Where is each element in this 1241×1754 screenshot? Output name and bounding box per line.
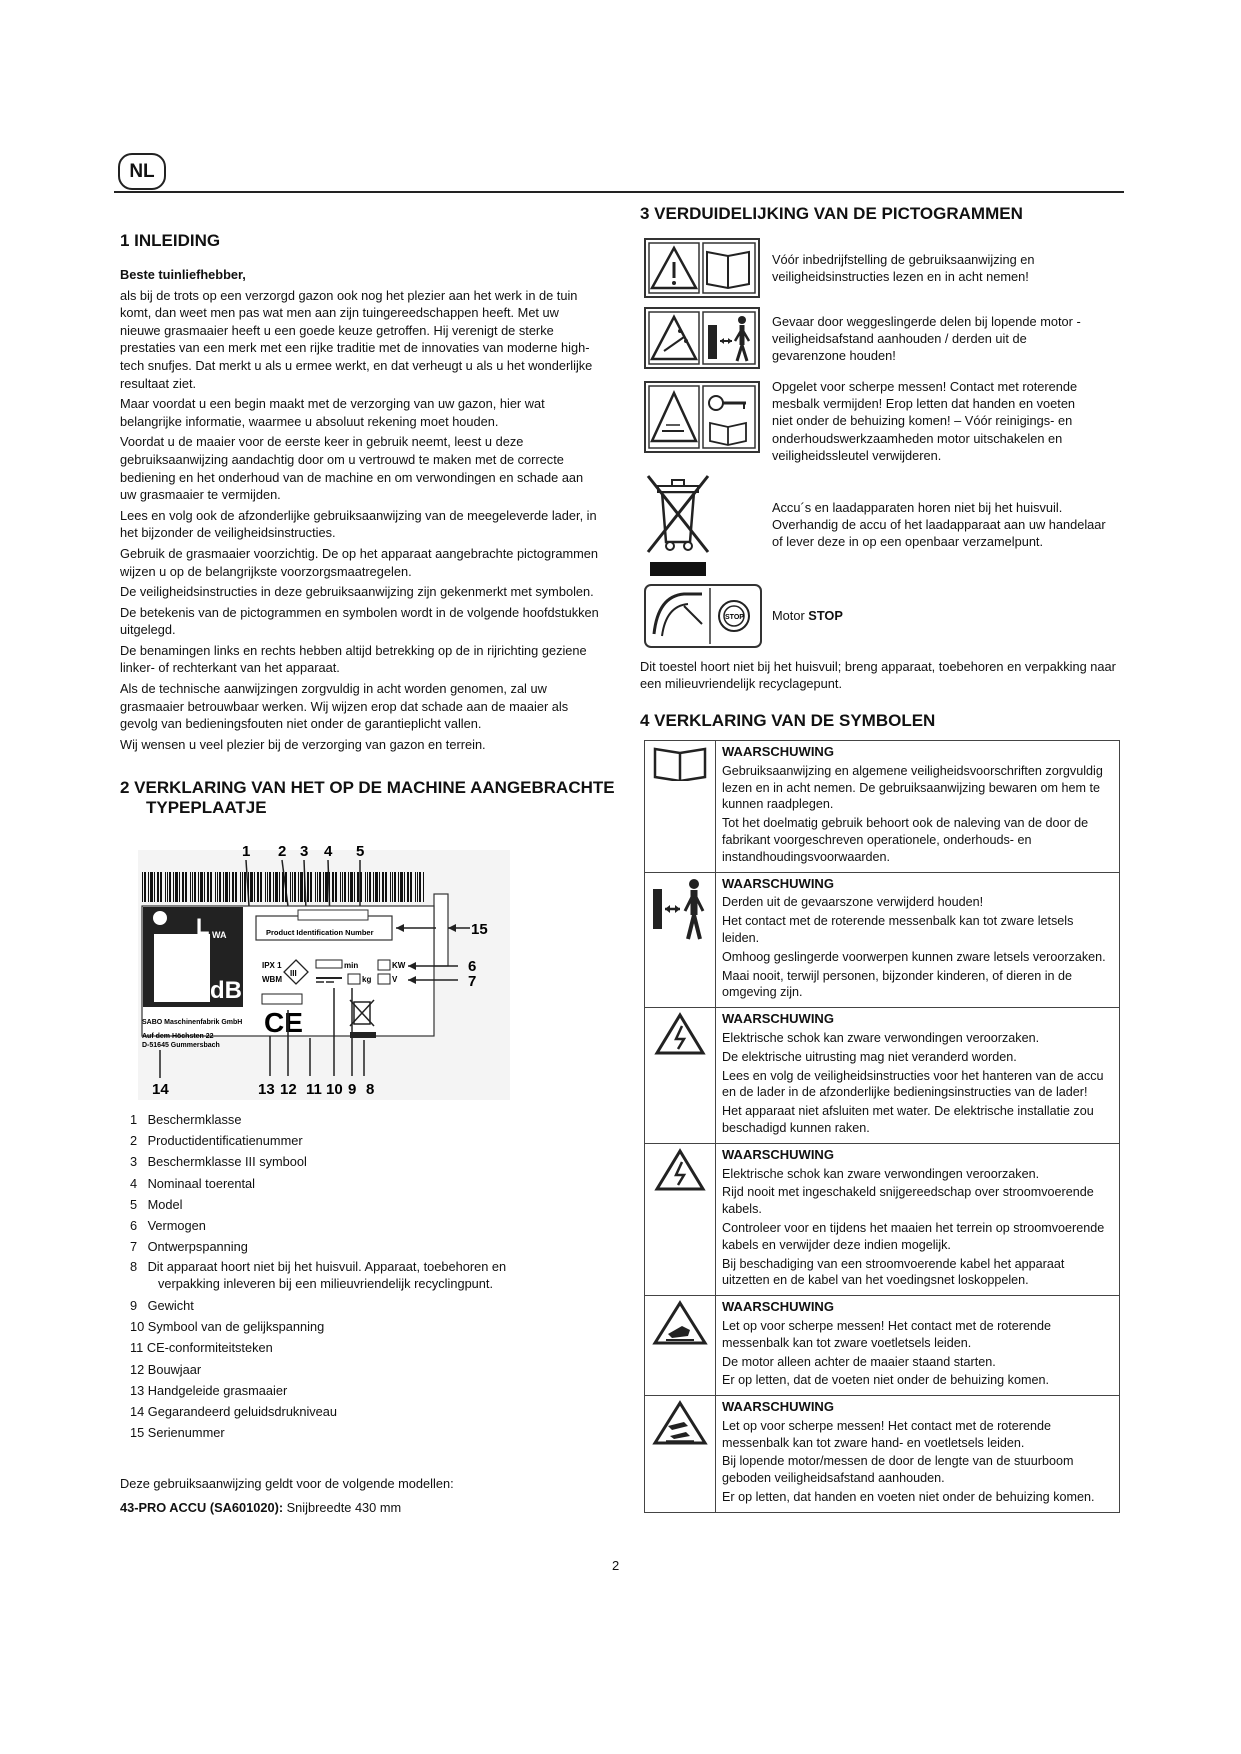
pictogram-motor-stop xyxy=(644,584,762,648)
warning-label: WAARSCHUWING xyxy=(722,1299,834,1315)
barcode-bar xyxy=(269,872,271,902)
plate-num-14: 14 xyxy=(152,1081,169,1098)
plate-ce: CE xyxy=(264,1007,303,1038)
legend-item: 6 Vermogen xyxy=(130,1218,206,1234)
plate-num-9: 9 xyxy=(348,1081,357,1098)
barcode-bar xyxy=(225,872,228,902)
foot-blade-icon xyxy=(652,1300,708,1346)
barcode-bar xyxy=(265,872,266,902)
barcode-bar xyxy=(404,872,405,902)
intro-paragraph: Lees en volg ook de afzonderlijke gebruiksaanwijzing van de meegeleverde lader, in het bijzonder de veiligheidsinstructies. xyxy=(120,507,597,541)
barcode-bar xyxy=(369,872,371,902)
model-desc: Snijbreedte 430 mm xyxy=(283,1500,402,1515)
symbol-text: Het contact met de roterende messenbalk kan tot zware letsels leiden. xyxy=(722,914,1074,945)
model-line xyxy=(120,1499,401,1517)
barcode-bar xyxy=(407,872,409,902)
barcode-bar xyxy=(379,872,380,902)
barcode-bar xyxy=(382,872,384,902)
barcode-bar xyxy=(198,872,199,902)
models-intro: Deze gebruiksaanwijzing geldt voor de volgende modellen: xyxy=(120,1476,454,1491)
symbol-text: Lees en volg de veiligheidsinstructies voor het hanteren van de accu en de lader in de afzonderlijke bedieningsinstructies van de lader! xyxy=(722,1068,1104,1100)
barcode-bar xyxy=(317,872,318,902)
pictogram-1-text: Vóór inbedrijfstelling de gebruiksaanwijzing en veiligheidsinstructies lezen en in acht nemen! xyxy=(772,252,1035,285)
type-plate-diagram xyxy=(138,838,518,1100)
barcode-bar xyxy=(294,872,296,902)
barcode-bar xyxy=(217,872,218,902)
pictogram-3-text: Opgelet voor scherpe messen! Contact met roterende mesbalk vermijden! Erop letten dat handen en voeten niet onder de behuizing komen! – Vóór reinigings- en onderhoudswerkzaamheden motor uitschakelen en veiligheidssleutel verwijderen. xyxy=(772,379,1078,463)
barcode-bar xyxy=(223,872,224,902)
barcode-bar xyxy=(340,872,341,902)
barcode-bar xyxy=(398,872,399,902)
barcode-bar xyxy=(310,872,312,902)
barcode-bar xyxy=(307,872,309,902)
barcode-bar xyxy=(254,872,255,902)
barcode-bar xyxy=(390,872,391,902)
barcode-bar xyxy=(260,872,262,902)
symbols-table xyxy=(644,740,1120,1513)
plate-num-12: 12 xyxy=(280,1081,297,1098)
legend-item: 9 Gewicht xyxy=(130,1298,194,1314)
barcode-bar xyxy=(182,872,184,902)
barcode-bar xyxy=(175,872,178,902)
symbol-text: Let op voor scherpe messen! Het contact met de roterende messenbalk kan tot zware hand- en voetletsels leiden. xyxy=(722,1418,1052,1450)
intro-paragraph: Als de technische aanwijzingen zorgvuldig in acht worden genomen, zal uw grasmaaier betrouwbaar werken. Wij wijzen erop dat schade aan de maaier als gevolg van bedieningsfouten niet onder de garantieplicht vallen. xyxy=(120,681,569,732)
table-row xyxy=(645,1008,1120,1144)
symbol-text: Er op letten, dat handen en voeten niet onder de behuizing komen. xyxy=(722,1490,1095,1505)
barcode-bar xyxy=(373,872,374,902)
barcode-bar xyxy=(323,872,324,902)
legend-item: 3 Beschermklasse III symbool xyxy=(130,1154,307,1170)
barcode-bar xyxy=(267,872,268,902)
table-row xyxy=(645,1396,1120,1513)
barcode-bar xyxy=(342,872,343,902)
plate-num-4: 4 xyxy=(324,843,333,860)
plate-lwa-sub: WA xyxy=(212,930,227,940)
barcode-bar xyxy=(207,872,209,902)
barcode-bar xyxy=(392,872,393,902)
barcode-bar xyxy=(157,872,159,902)
barcode-bar xyxy=(248,872,249,902)
barcode-bar xyxy=(350,872,353,902)
barcode-bar xyxy=(179,872,180,902)
barcode-bar xyxy=(219,872,221,902)
barcode-bar xyxy=(150,872,153,902)
keep-distance-icon xyxy=(650,877,710,941)
barcode-bar xyxy=(329,872,330,902)
symbol-text: Elektrische schok kan zware verwondingen veroorzaken. xyxy=(722,1030,1040,1045)
plate-num-6: 6 xyxy=(468,958,477,975)
plate-min: min xyxy=(344,961,359,970)
barcode-bar xyxy=(300,872,303,902)
symbol-text: Bij beschadiging van een stroomvoerende kabel het apparaat uitzetten en de kabel van het voedingsnet loskoppelen. xyxy=(722,1256,1065,1288)
plate-num-5: 5 xyxy=(356,843,365,860)
barcode-bar xyxy=(325,872,328,902)
plate-legend xyxy=(130,1109,510,1443)
barcode-bar xyxy=(290,872,291,902)
table-row xyxy=(645,1296,1120,1396)
warning-label: WAARSCHUWING xyxy=(722,875,834,891)
pictogram-4-text: Accu´s en laadapparaten horen niet bij het huisvuil. Overhandig de accu of het laadapparaat aan uw handelaar of lever deze in op een openbaar verzamelpunt. xyxy=(772,500,1106,550)
symbol-text: Controleer voor en tijdens het maaien het terrein op stroomvoerende kabels en verwijder deze indien mogelijk. xyxy=(722,1220,1105,1252)
intro-paragraph: De benamingen links en rechts hebben altijd betrekking op de in rijrichting geziene linker- of rechterkant van het apparaat. xyxy=(120,642,587,676)
symbol-text: Bij lopende motor/messen de door de lengte van de stuurboom geboden veiligheidsafstand aanhouden. xyxy=(722,1454,1074,1486)
plate-num-8: 8 xyxy=(366,1081,375,1098)
pictogram-5-text xyxy=(772,607,843,624)
barcode-bar xyxy=(194,872,196,902)
barcode-bar xyxy=(417,872,418,902)
barcode-bar xyxy=(360,872,362,902)
language-badge: NL xyxy=(118,153,166,190)
barcode-bar xyxy=(279,872,280,902)
legend-item: 5 Model xyxy=(130,1196,183,1212)
section2-title-line2: TYPEPLAATJE xyxy=(146,798,267,817)
plate-num-15: 15 xyxy=(471,921,488,938)
plate-kw: KW xyxy=(392,961,406,970)
intro-paragraph: De veiligheidsinstructies in deze gebruiksaanwijzing zijn gekenmerkt met symbolen. xyxy=(120,584,594,600)
plate-num-1: 1 xyxy=(242,843,251,860)
section2-title xyxy=(120,778,615,818)
barcode-bar xyxy=(215,872,216,902)
stop-icon-label: STOP xyxy=(725,614,744,621)
barcode-bar xyxy=(315,872,316,902)
intro-paragraph: Voordat u de maaier voor de eerste keer in gebruik neemt, leest u deze gebruiksaanwijzing aandachtig door om u vertrouwd te maken met de correcte bediening en het onderhoud van de machine en om verwondingen en schade aan uw grasmaaier te vermijden. xyxy=(120,434,584,503)
pictogram-crossed-bin xyxy=(644,470,712,576)
intro-paragraph: De betekenis van de pictogrammen en symbolen wordt in de volgende hoofdstukken uitgelegd. xyxy=(120,604,599,638)
symbol-text: Het apparaat niet afsluiten met water. De elektrische installatie zou beschadigd kunnen raken. xyxy=(722,1104,1094,1135)
barcode-bar xyxy=(144,872,146,902)
legend-item: 14 Gegarandeerd geluidsdrukniveau xyxy=(130,1404,338,1420)
plate-ipx: IPX 1 xyxy=(262,961,282,970)
page-number: 2 xyxy=(612,1558,620,1573)
motor-prefix: Motor xyxy=(772,608,809,623)
barcode-bar xyxy=(148,872,149,902)
greeting: Beste tuinliefhebber, xyxy=(120,267,246,282)
barcode-bar xyxy=(375,872,378,902)
plate-pin-label: Product Identification Number xyxy=(266,928,374,937)
barcode-bar xyxy=(232,872,234,902)
section1-title: 1 INLEIDING xyxy=(120,231,221,250)
symbol-text: Tot het doelmatig gebruik behoort ook de naleving van de door de fabrikant voorgeschreven operationele, onderhouds- en instandhoudingsvoorwaarden. xyxy=(722,816,1089,864)
plate-maker-2: Auf dem Höchsten 22 xyxy=(142,1033,214,1040)
model-name: 43-PRO ACCU (SA601020): xyxy=(120,1500,284,1515)
table-row xyxy=(645,1143,1120,1295)
barcode-bar xyxy=(229,872,230,902)
symbol-text: Derden uit de gevaarszone verwijderd houden! xyxy=(722,895,984,910)
legend-item: 12 Bouwjaar xyxy=(130,1361,202,1377)
legend-item: 15 Serienummer xyxy=(130,1425,225,1441)
barcode-bar xyxy=(354,872,355,902)
plate-db: dB xyxy=(210,977,242,1004)
barcode-bar xyxy=(348,872,349,902)
barcode-bar xyxy=(257,872,259,902)
barcode-bar xyxy=(242,872,243,902)
legend-item: 2 Productidentificatienummer xyxy=(130,1133,303,1149)
barcode-bar xyxy=(160,872,162,902)
warning-label: WAARSCHUWING xyxy=(722,744,834,759)
plate-lwa: L xyxy=(196,914,210,939)
electric-shock-icon xyxy=(654,1012,706,1056)
symbol-text: Elektrische schok kan zware verwondingen veroorzaken. xyxy=(722,1166,1040,1181)
pictogram-keep-distance xyxy=(644,307,760,369)
warning-label: WAARSCHUWING xyxy=(722,1011,834,1027)
plate-num-3: 3 xyxy=(300,843,309,860)
pictogram-2-text: Gevaar door weggeslingerde delen bij lopende motor - veiligheidsafstand aanhouden / derden uit de gevarenzone houden! xyxy=(772,314,1081,364)
barcode-bar xyxy=(282,872,284,902)
header-rule xyxy=(114,191,1124,193)
pictogram-read-manual xyxy=(644,238,760,298)
intro-paragraph: Gebruik de grasmaaier voorzichtig. De op het apparaat aangebrachte pictogrammen wijzen u op de belangrijkste voorzorgsmaatregelen. xyxy=(120,545,599,579)
table-row xyxy=(645,741,1120,873)
warning-label: WAARSCHUWING xyxy=(722,1146,834,1162)
barcode-bar xyxy=(332,872,334,902)
plate-num-11: 11 xyxy=(306,1081,322,1098)
legend-item: 7 Ontwerpspanning xyxy=(130,1239,248,1255)
barcode-bar xyxy=(357,872,359,902)
intro-paragraph: Wij wensen u veel plezier bij de verzorging van gazon en terrein. xyxy=(120,736,486,752)
section4-title: 4 VERKLARING VAN DE SYMBOLEN xyxy=(640,711,936,730)
legend-item: 8 Dit apparaat hoort niet bij het huisvuil. Apparaat, toebehoren en verpakking inleveren bij een milieuvriendelijk recyclingpunt. xyxy=(130,1259,507,1292)
barcode-bar xyxy=(204,872,205,902)
barcode-bar xyxy=(167,872,168,902)
symbol-text: Omhoog geslingerde voorwerpen kunnen zware letsels veroorzaken. xyxy=(722,949,1106,964)
motor-stop: STOP xyxy=(808,608,843,623)
barcode-bar xyxy=(319,872,321,902)
plate-num-13: 13 xyxy=(258,1081,275,1098)
barcode-bar xyxy=(367,872,368,902)
barcode-bar xyxy=(173,872,174,902)
barcode-bar xyxy=(275,872,278,902)
section1-body xyxy=(120,266,600,756)
barcode-bar xyxy=(190,872,191,902)
legend-item: 4 Nominaal toerental xyxy=(130,1175,255,1191)
plate-maker-3: D-51645 Gummersbach xyxy=(142,1042,220,1049)
barcode-bar xyxy=(285,872,287,902)
barcode-bar xyxy=(335,872,337,902)
plate-num-2: 2 xyxy=(278,843,287,860)
section3-title: 3 VERDUIDELIJKING VAN DE PICTOGRAMMEN xyxy=(640,204,1023,223)
pictogram-sharp-blades xyxy=(644,381,760,453)
symbol-text: Maai nooit, terwijl personen, bijzonder kinderen, of dieren in de omgeving zijn. xyxy=(722,968,1073,1000)
barcode-bar xyxy=(240,872,241,902)
symbol-text: Let op voor scherpe messen! Het contact met de roterende messenbalk kan tot zware voetletsels leiden. xyxy=(722,1318,1052,1350)
section3-footer: Dit toestel hoort niet bij het huisvuil; breng apparaat, toebehoren en verpakking naar een milieuvriendelijk recyclagepunt. xyxy=(640,659,1116,692)
barcode-bar xyxy=(304,872,305,902)
table-row xyxy=(645,872,1120,1008)
intro-paragraph: Maar voordat u een begin maakt met de verzorging van uw gazon, hier wat belangrijke informatie, waarmee u absoluut rekening moet houden. xyxy=(120,396,545,429)
plate-maker-1: SABO Maschinenfabrik GmbH xyxy=(142,1019,243,1026)
intro-paragraph: als bij de trots op een verzorgd gazon ook nog het plezier aan het werk in de tuin komt, dan weet men pas wat men aan zijn tuingereedschappen heeft. Met uw nieuwe grasmaaier heeft u een goede keuze getroffen. Hij verenigt de sterke prestaties van een merk met een rijke traditie met de innovaties van moderne high-tech snufjes. Dat merkt u als u ermee werkt, en dat verheugt u als u het wonderlijke resultaat ziet. xyxy=(120,287,593,391)
manual-book-icon xyxy=(652,745,708,781)
barcode-bar xyxy=(415,872,416,902)
symbol-text: De motor alleen achter de maaier staand starten. xyxy=(722,1354,996,1369)
barcode-bar xyxy=(244,872,246,902)
plate-num-7: 7 xyxy=(468,973,477,990)
legend-item: 13 Handgeleide grasmaaier xyxy=(130,1382,288,1398)
symbol-text: Er op letten, dat de voeten niet onder de behuizing komen. xyxy=(722,1373,1049,1388)
legend-item: 10 Symbool van de gelijkspanning xyxy=(130,1319,325,1335)
barcode-bar xyxy=(385,872,387,902)
warning-label: WAARSCHUWING xyxy=(722,1399,834,1415)
barcode-bar xyxy=(344,872,346,902)
svg-text:III: III xyxy=(290,969,297,978)
barcode-bar xyxy=(185,872,187,902)
legend-item: 1 Beschermklasse xyxy=(130,1112,242,1127)
barcode-bar xyxy=(419,872,421,902)
plate-kg: kg xyxy=(362,975,372,984)
plate-num-10: 10 xyxy=(326,1081,343,1098)
barcode-bar xyxy=(154,872,155,902)
barcode-bar xyxy=(235,872,237,902)
hand-foot-blade-icon xyxy=(652,1400,708,1446)
barcode-bar xyxy=(298,872,299,902)
barcode-bar xyxy=(200,872,203,902)
barcode-bar xyxy=(142,872,143,902)
plate-wbm: WBM xyxy=(262,975,282,984)
symbol-text: Rijd nooit met ingeschakeld snijgereedschap over stroomvoerende kabels. xyxy=(722,1185,1094,1217)
barcode-bar xyxy=(273,872,274,902)
barcode-bar xyxy=(169,872,171,902)
barcode-bar xyxy=(292,872,293,902)
barcode-bar xyxy=(365,872,366,902)
barcode-bar xyxy=(400,872,403,902)
barcode-bar xyxy=(192,872,193,902)
symbol-text: De elektrische uitrusting mag niet veranderd worden. xyxy=(722,1049,1017,1064)
barcode-bar xyxy=(423,872,424,902)
symbol-text: Gebruiksaanwijzing en algemene veiligheidsvoorschriften zorgvuldig lezen en in acht nemen. De gebruiksaanwijzing bewaren om hem te kunnen raadplegen. xyxy=(722,763,1103,812)
plate-v: V xyxy=(392,975,398,984)
legend-item: 11 CE-conformiteitsteken xyxy=(130,1340,273,1356)
electric-shock-icon xyxy=(654,1148,706,1192)
barcode-bar xyxy=(250,872,253,902)
section2-title-line1: 2 VERKLARING VAN HET OP DE MACHINE AANGEBRACHTE xyxy=(120,778,615,797)
barcode-bar xyxy=(165,872,166,902)
barcode-bar xyxy=(210,872,212,902)
barcode-bar xyxy=(410,872,412,902)
barcode-bar xyxy=(394,872,396,902)
